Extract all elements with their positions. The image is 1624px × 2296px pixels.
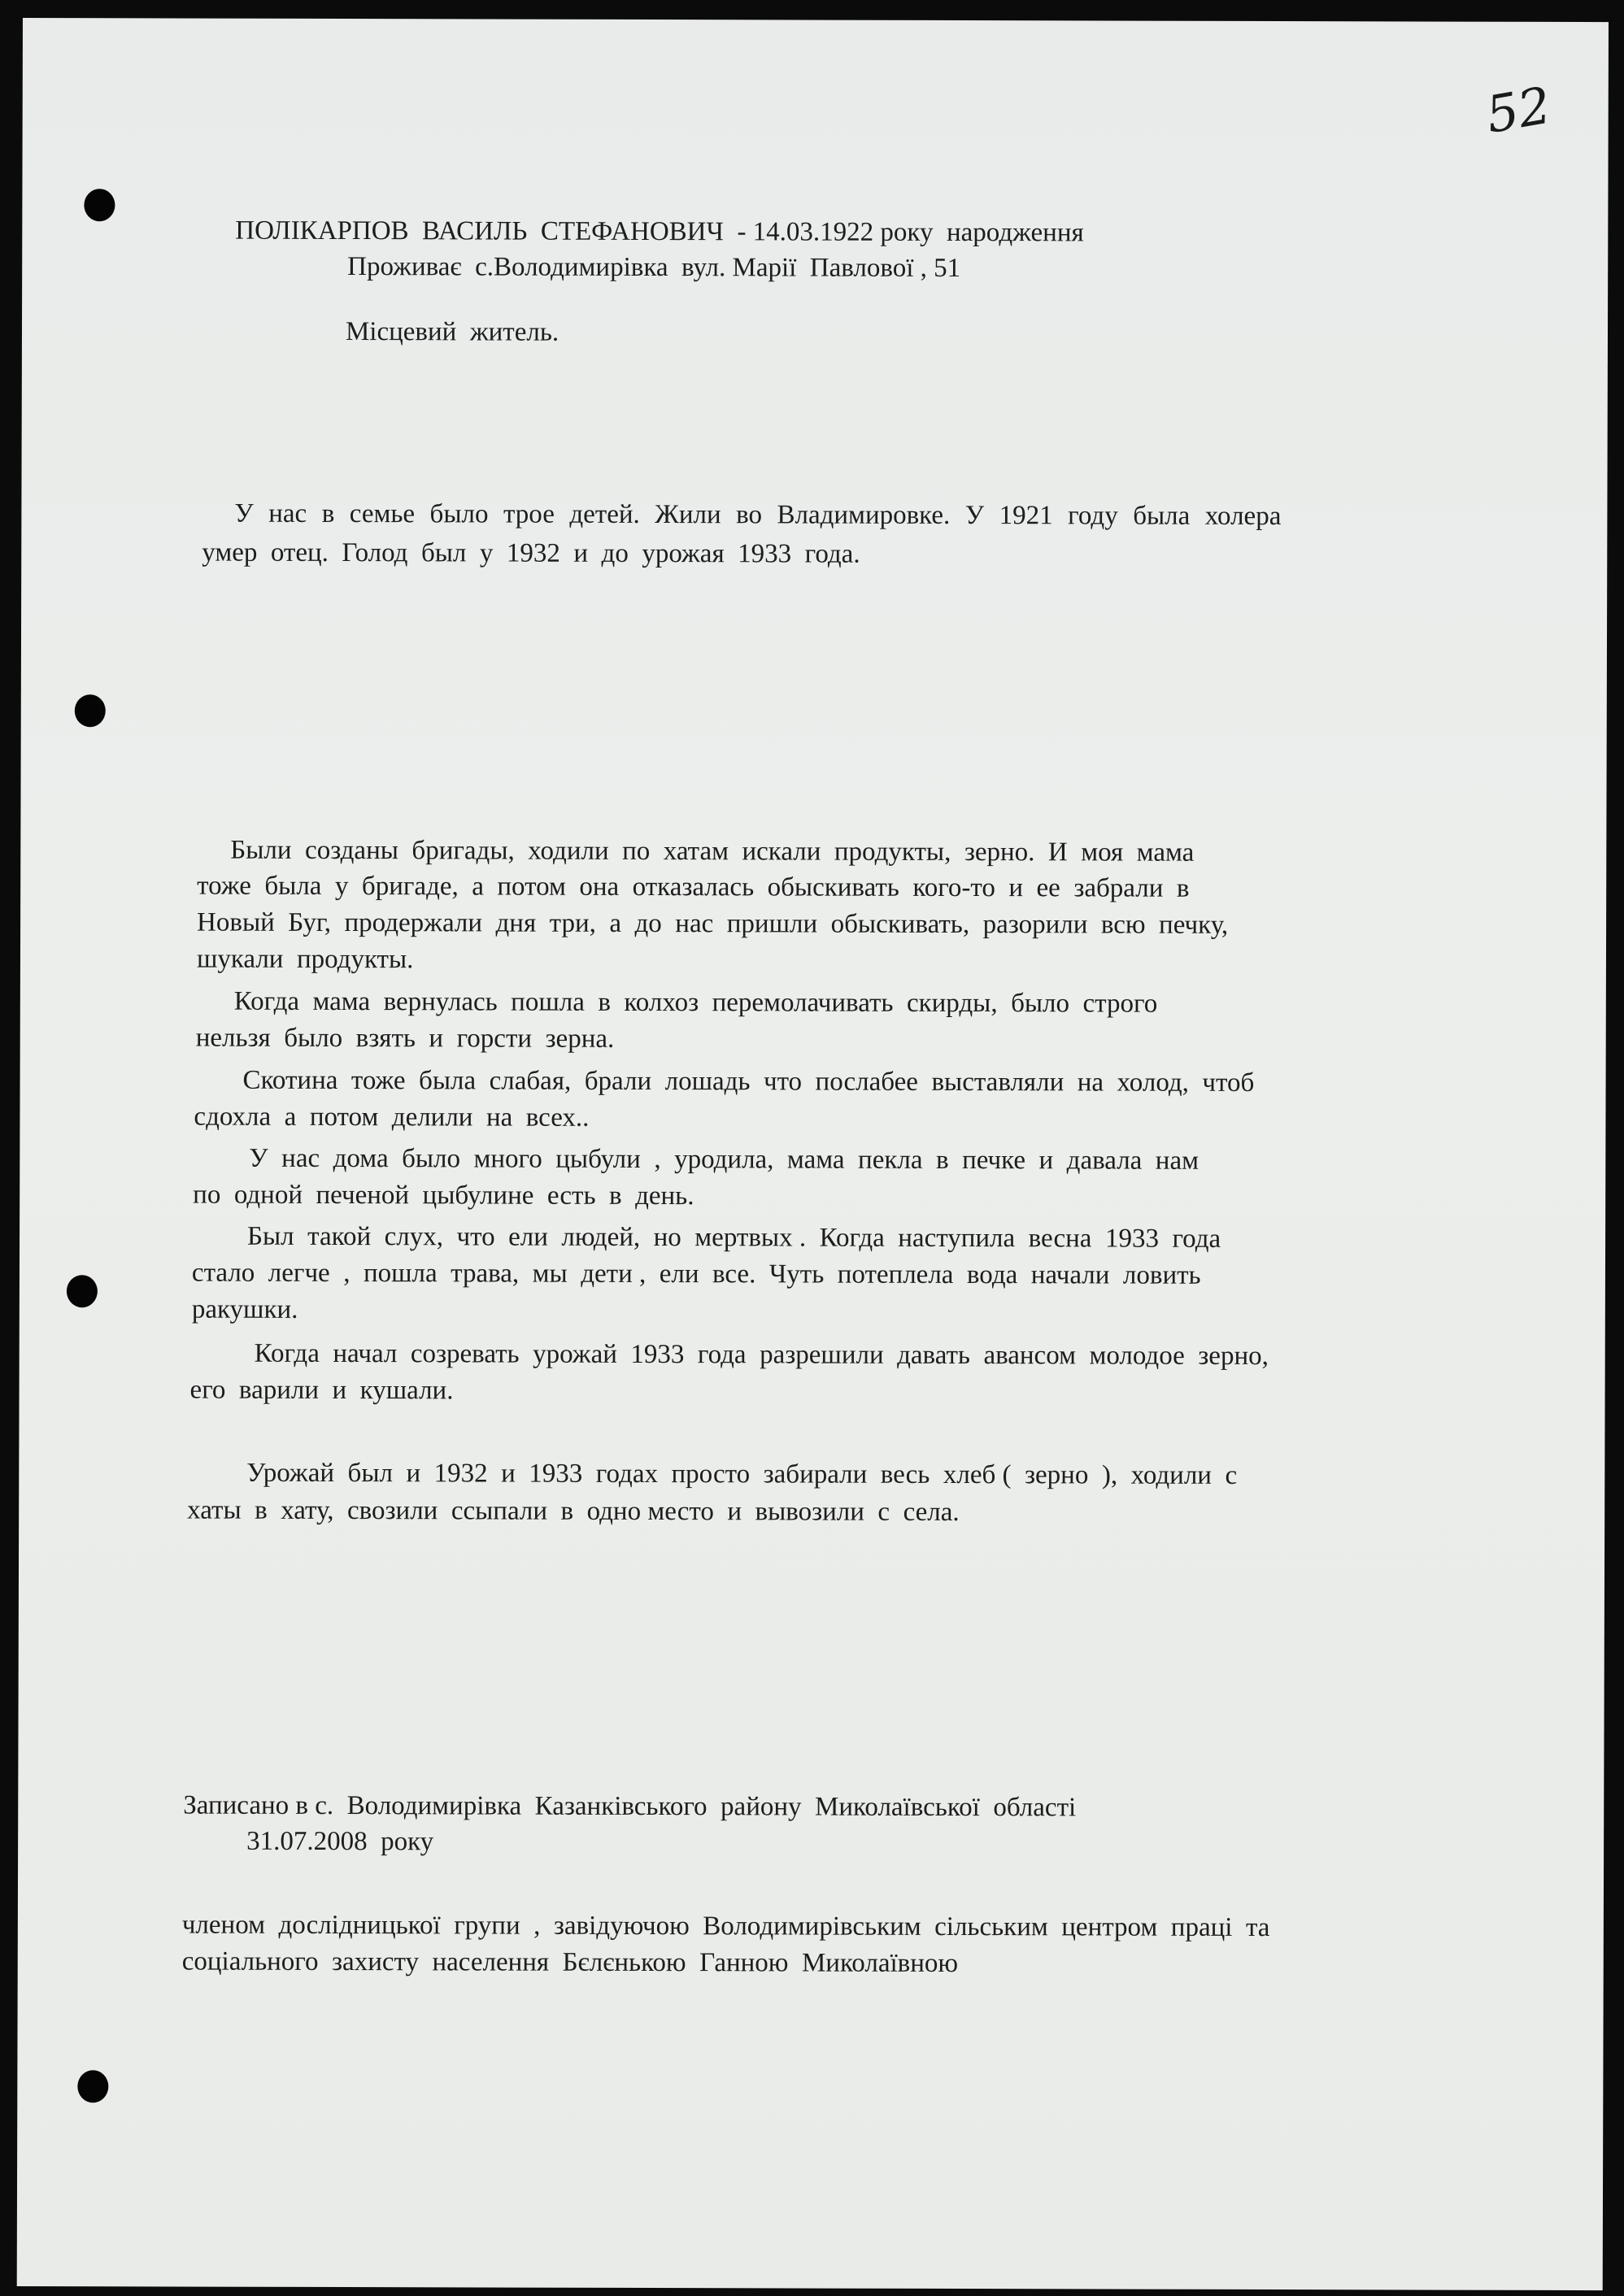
paragraph-6-line-3: ракушки. [191, 1294, 298, 1324]
punch-hole [84, 189, 115, 221]
punch-hole [75, 694, 106, 727]
paragraph-2-line-3: Новый Буг, продержали дня три, а до нас пришли обыскивать, разорили всю печку, [197, 907, 1229, 940]
paragraph-6-line-1: Был такой слух, что ели людей, но мертвых . Когда наступила весна 1933 года [247, 1221, 1221, 1254]
paragraph-6-line-2: стало легче , пошла трава, мы дети , ели все. Чуть потеплела вода начали ловить [191, 1258, 1201, 1290]
resident-status: Місцевий житель. [345, 317, 559, 347]
paragraph-2-line-1: Были созданы бригады, ходили по хатам искали продукты, зерно. И моя мама [230, 835, 1195, 868]
paragraph-7-line-1: Когда начал созревать урожай 1933 года разрешили давать авансом молодое зерно, [254, 1338, 1269, 1372]
paragraph-4-line-2: сдохла а потом делили на всех.. [194, 1102, 590, 1133]
handwritten-page-number: 52 [1482, 75, 1556, 146]
paragraph-1-line-1: У нас в семье было трое детей. Жили во Владимировке. У 1921 году была холера [234, 498, 1282, 532]
recorded-date: 31.07.2008 року [246, 1826, 434, 1857]
paragraph-8-line-1: Урожай был и 1932 и 1933 годах просто забирали весь хлеб ( зерно ), ходили с [246, 1458, 1238, 1490]
paragraph-5-line-1: У нас дома было много цыбули , уродила, мама пекла в печке и давала нам [249, 1143, 1199, 1176]
paragraph-2-line-4: шукали продукты. [196, 944, 414, 975]
paragraph-1-line-2: умер отец. Голод был у 1932 и до урожая 1933 года. [202, 537, 860, 569]
recorded-location: Записано в с. Володимирівка Казанківського району Миколаївської області [183, 1790, 1077, 1823]
paragraph-5-line-2: по одной печеной цыбулине есть в день. [193, 1180, 694, 1211]
paragraph-7-line-2: его варили и кушали. [189, 1375, 454, 1406]
paragraph-8-line-2: хаты в хату, свозили ссыпали в одно место и вывозили с села. [187, 1495, 960, 1528]
paragraph-3-line-2: нельзя было взять и горсти зерна. [195, 1023, 615, 1054]
punch-hole [67, 1275, 98, 1307]
document-page [17, 18, 1609, 2290]
recorder-line-1: членом дослідницької групи , завідуючою Володимирівським сільським центром праці та [181, 1910, 1270, 1943]
address-line: Проживає с.Володимирівка вул. Марії Павлової , 51 [347, 252, 961, 284]
punch-hole [77, 2070, 108, 2102]
paragraph-4-line-1: Скотина тоже была слабая, брали лошадь что послабее выставляли на холод, чтоб [242, 1065, 1255, 1098]
recorder-line-2: соціального захисту населення Бєлєнькою Ганною Миколаївною [181, 1946, 959, 1979]
paragraph-3-line-1: Когда мама вернулась пошла в колхоз перемолачивать скирды, было строго [233, 986, 1158, 1019]
person-name-birthdate: ПОЛІКАРПОВ ВАСИЛЬ СТЕФАНОВИЧ - 14.03.1922 року народження [235, 215, 1084, 248]
paragraph-2-line-2: тоже была у бригаде, а потом она отказалась обыскивать кого-то и ее забрали в [197, 871, 1190, 903]
